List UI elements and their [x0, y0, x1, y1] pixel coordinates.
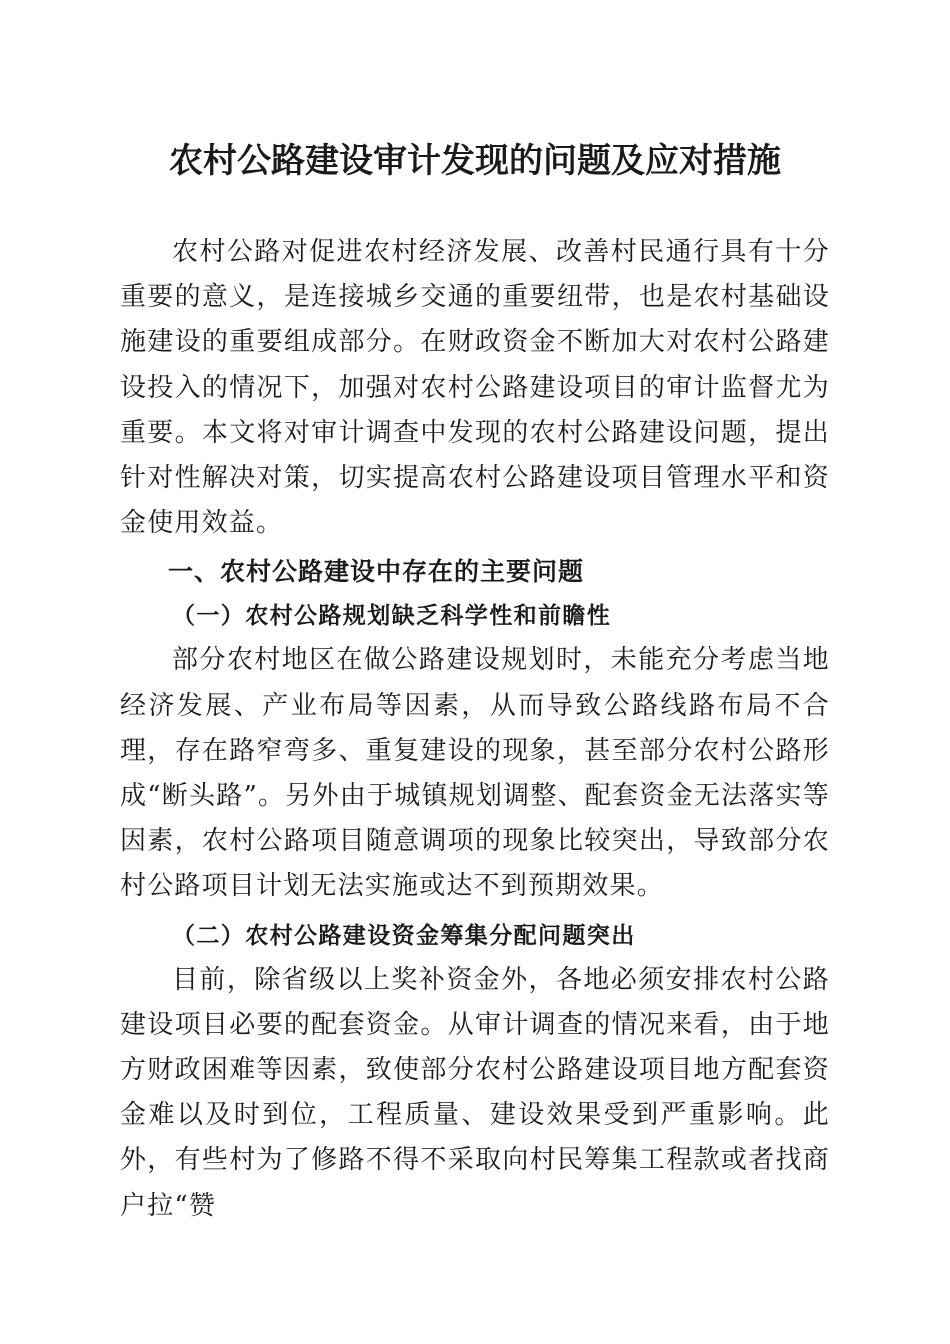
- planning-paragraph: 部分农村地区在做公路建设规划时，未能充分考虑当地经济发展、产业布局等因素，从而导致公路线路布局不合理，存在路窄弯多、重复建设的现象，甚至部分农村公路形成“断头路”。另外由于城镇规划调整、配套资金无法落实等因素，农村公路项目随意调项的现象比较突出，导致部分农村公路项目计划无法实施或达不到预期效果。: [120, 645, 830, 902]
- funding-paragraph: 目前，除省级以上奖补资金外，各地必须安排农村公路建设项目必要的配套资金。从审计调查的情况来看，由于地方财政困难等因素，致使部分农村公路建设项目地方配套资金难以及时到位，工程质量、建设效果受到严重影响。此外，有些村为了修路不得不采取向村民筹集工程款或者找商户拉“赞: [120, 964, 830, 1221]
- section-heading-main-problems: 一、农村公路建设中存在的主要问题: [168, 557, 585, 587]
- document-title: 农村公路建设审计发现的问题及应对措施: [169, 141, 781, 181]
- intro-paragraph: 农村公路对促进农村经济发展、改善村民通行具有十分重要的意义，是连接城乡交通的重要纽带，也是农村基础设施建设的重要组成部分。在财政资金不断加大对农村公路建设投入的情况下，加强对农村公路建设项目的审计监督尤为重要。本文将对审计调查中发现的农村公路建设问题，提出针对性解决对策，切实提高农村公路建设项目管理水平和资金使用效益。: [120, 237, 830, 539]
- subsection-heading-planning: （一）农村公路规划缺乏科学性和前瞻性: [172, 602, 612, 630]
- subsection-heading-funding: （二）农村公路建设资金筹集分配问题突出: [172, 921, 636, 949]
- document-body: [120, 230, 830, 1229]
